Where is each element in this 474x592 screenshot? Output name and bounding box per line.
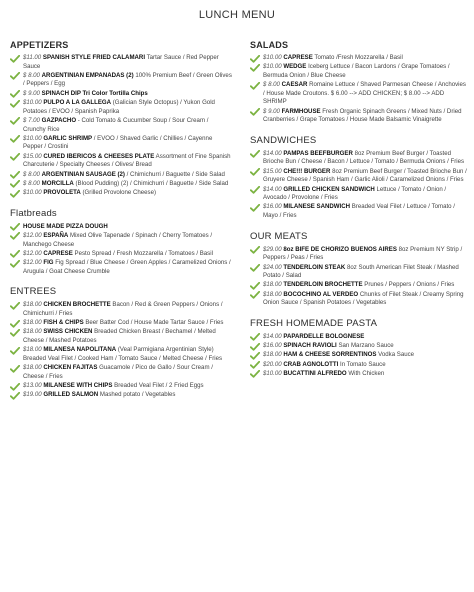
item-description: Chunks of Filet Steak / Creamy Spring Onion Sauce / Spanish Potatoes / Vegetables [263,290,464,307]
item-price: $20.00 [263,360,282,368]
menu-item [10,250,232,259]
item-description: Romaine Lettuce / Shaved Parmesan Cheese / Anchovies / House Made Croutons. $ 6.00 --> ADD CHICKEN; $ 8.00 --> ADD SHRIMP [263,81,466,106]
check-icon [10,329,20,337]
menu-item [10,319,232,328]
item-price: $15.00 [23,152,42,160]
menu-item [250,264,468,281]
item-price: $18.00 [23,346,42,354]
check-icon [250,361,260,369]
menu-item [10,99,232,116]
page-title: LUNCH MENU [198,9,276,21]
menu-item [10,189,232,198]
menu-item [250,150,468,167]
menu-item [10,171,232,180]
item-name: MILANESA NAPOLITANA [43,346,117,354]
item-name: ESPAÑA [43,231,69,239]
item-price: $18.00 [263,281,282,289]
menu-item [10,223,232,232]
menu-item [10,153,232,170]
item-description: Mixed Olive Tapenade / Spinach / Cherry Tomatoes / Manchego Cheese [23,231,213,248]
menu-item [10,135,232,152]
menu-item [10,72,232,89]
menu-item [250,203,468,220]
item-description: (Galician Style Octopus) / Yukon Gold Potatoes / EVOO / Spanish Paprika [23,99,215,115]
item-name: SPANISH STYLE FRIED CALAMARI [42,54,146,61]
item-price: $12.00 [23,259,42,267]
item-price: $12.00 [23,231,42,239]
menu-item [250,63,468,80]
item-name: HOUSE MADE PIZZA DOUGH [23,222,108,230]
item-price: $ 8.00 [263,81,280,89]
item-name: GARLIC SHRIMP [43,134,93,142]
section-flatbreads [10,208,232,277]
item-name: ARGENTINIAN SAUSAGE (2) [41,170,125,178]
section-entrees [10,286,232,400]
check-icon [250,150,260,158]
item-description: San Marzano Sauce [338,342,394,350]
section-title-salads: SALADS [250,40,289,50]
item-description: / Chimichurri / Baguette / Side Salad [126,170,225,178]
item-description: Beer Batter Cod / House Made Tartar Sauce / Fries [85,319,224,327]
item-description: Fig Spread / Blue Cheese / Green Apples / Caramelized Onions / Arugula / Goat Cheese Crumble [23,259,231,275]
item-description: With Chicken [348,369,385,377]
left-column [10,40,232,410]
menu-item [250,333,468,342]
item-name: CAPRESE [283,54,313,61]
check-icon [10,250,20,258]
check-icon [250,264,260,272]
item-name: 8oz BIFE DE CHORIZO BUENOS AIRES [283,245,397,253]
item-name: PROVOLETA [43,189,81,197]
check-icon [250,64,260,72]
check-icon [250,108,260,116]
item-price: $14.00 [263,185,282,193]
item-description: Breaded Chicken Breast / Bechamel / Melted Cheese / Mashed Potatoes [23,328,216,345]
item-name: FARMHOUSE [281,107,321,115]
item-description: 8oz Premium Beef Burger / Toasted Brioche Bun / Cheese / Bacon / Lettuce / Tomato / Bermuda Onions / Fries [263,149,465,166]
item-description: Fresh Organic Spinach Greens / Mixed Nuts / Dried Cranberries / Grape Tomatoes / House Made Balsamic Vinaigrette [263,107,462,124]
check-icon [10,72,20,80]
menu-item [250,186,468,203]
section-title-our-meats: OUR MEATS [250,230,308,242]
check-icon [10,260,20,268]
item-name: ARGENTINIAN EMPANADAS (2) [41,71,134,79]
item-name: CURED IBERICOS & CHEESES PLATE [43,152,155,160]
item-price: $10.00 [23,134,42,142]
item-description: Guacamole / Pico de Gallo / Sour Cream / Cheese / Fries [23,364,213,380]
item-price: $16.00 [263,203,282,211]
section-title-sandwiches: SANDWICHES [250,134,317,146]
item-name: MILANESE WITH CHIPS [43,382,113,390]
item-description: Tomato /Fresh Mozzarella / Basil [314,54,403,61]
item-price: $ 9.00 [263,107,280,115]
check-icon [250,168,260,176]
section-title-entrees: ENTREES [10,286,57,298]
check-icon [10,55,20,63]
check-icon [10,223,20,231]
check-icon [10,90,20,98]
check-icon [250,82,260,90]
item-name: CHICKEN BROCHETTE [43,301,111,309]
check-icon [10,232,20,240]
item-price: $10.00 [23,189,42,197]
menu-item [10,382,232,391]
menu-item [10,54,232,71]
item-price: $12.00 [23,249,42,257]
item-name: SPINACH RAVIOLI [283,342,337,350]
item-description: 8oz South American Filet Steak / Mashed Potato / Salad [263,263,459,280]
menu-item [250,370,468,379]
item-price: $18.00 [23,364,42,372]
item-name: CRAB AGNOLOTTI [283,360,339,368]
item-name: TENDERLOIN STEAK [283,263,346,271]
menu-item [250,351,468,360]
item-name: PAPARDELLE BOLOGNESE [283,332,365,340]
menu-item [250,168,468,185]
section-our-meats [250,231,468,308]
item-price: $ 7.00 [23,116,40,124]
menu-item [10,346,232,363]
item-price: $10.00 [263,54,282,61]
section-fresh-pasta [250,318,468,379]
item-description: Breaded Veal Filet / Lettuce / Tomato / Mayo / Fries [263,203,455,220]
check-icon [250,333,260,341]
check-icon [250,370,260,378]
menu-item [250,108,468,125]
item-name: GRILLED CHICKEN SANDWICH [283,185,375,193]
item-description: Bacon / Red & Green Peppers / Onions / Chimichurri / Fries [23,301,223,317]
section-sandwiches [250,135,468,221]
item-description: Pesto Spread / Fresh Mozzarella / Tomatoes / Basil [74,249,213,257]
item-price: $10.00 [23,99,42,107]
section-title-flatbreads: Flatbreads [10,207,57,219]
item-name: CHICKEN FAJITAS [43,364,98,372]
check-icon [250,186,260,194]
menu-item [10,232,232,249]
menu-item [250,342,468,351]
item-description: (Grilled Provolone Cheese) [82,189,157,197]
item-price: $19.00 [23,391,42,399]
item-name: MORCILLA [41,179,74,187]
check-icon [10,320,20,328]
item-description: 8oz Premium NY Strip / Peppers / Peas / Fries [263,245,463,262]
item-name: HAM & CHEESE SORRENTINOS [283,351,377,359]
right-column [250,40,468,389]
item-price: $10.00 [263,63,282,71]
item-price: $29.00 [263,245,282,253]
check-icon [10,365,20,373]
check-icon [250,246,260,254]
section-salads [250,40,468,125]
item-name: MILANESE SANDWICH [283,203,351,211]
check-icon [10,302,20,310]
item-price: $ 9.00 [23,89,40,97]
menu-item [250,246,468,263]
item-description: / EVOO / Shaved Garlic / Chillies / Cayenne Pepper / Crostini [23,134,213,151]
item-name: GRILLED SALMON [43,391,99,399]
item-name: TENDERLOIN BROCHETTE [283,281,363,289]
item-description: 100% Premium Beef / Green Olives / Peppers / Egg [23,71,232,88]
item-price: $18.00 [23,301,42,309]
item-name: CHE!!! BURGER [283,167,331,175]
check-icon [10,153,20,161]
check-icon [250,352,260,360]
check-icon [10,383,20,391]
menu-item [10,391,232,400]
check-icon [10,190,20,198]
item-description: Breaded Veal Filet / 2 Fried Eggs [114,382,204,390]
check-icon [10,117,20,125]
item-name: FIG [43,259,54,267]
section-appetizers [10,40,232,198]
item-price: $15.00 [263,167,282,175]
item-price: $10.00 [263,369,282,377]
item-name: CAESAR [281,81,308,89]
check-icon [250,343,260,351]
item-name: FISH & CHIPS [43,319,84,327]
menu-item [10,328,232,345]
check-icon [250,204,260,212]
item-description: Tartar Sauce / Red Pepper Sauce [23,54,219,70]
menu-item [10,364,232,381]
item-price: $18.00 [263,290,282,298]
check-icon [250,55,260,63]
item-name: WEDGE [283,63,307,71]
section-title-fresh-pasta: FRESH HOMEMADE PASTA [250,317,378,329]
menu-item [10,259,232,276]
item-description: - Cold Tomato & Cucumber Soup / Sour Cream / Crunchy Rice [23,116,209,133]
check-icon [10,347,20,355]
check-icon [10,100,20,108]
check-icon [250,282,260,290]
item-price: $11.00 [23,54,42,61]
item-price: $16.00 [263,342,282,350]
item-name: SPINACH DIP Tri Color Tortilla Chips [41,89,148,97]
item-name: CAPRESE [43,249,73,257]
item-description: Iceberg Lettuce / Bacon Lardons / Grape Tomatoes / Bermuda Onion / Blue Cheese [263,63,450,79]
item-description: 8oz Premium Beef Burger / Toasted Brioche Bun / Gruyere Cheese / Spanish Ham / Garlic Alioli / Caramelized Onions / Fries [263,167,467,184]
check-icon [10,135,20,143]
item-description: Prunes / Peppers / Onions / Fries [364,281,455,289]
item-description: Vodka Sauce [378,351,415,359]
item-description: Lettuce / Tomato / Onion / Avocado / Provolone / Fries [263,185,447,202]
menu-item [250,54,468,63]
item-name: PULPO A LA GALLEGA [43,99,112,107]
item-price: $18.00 [23,328,42,336]
item-description: (Veal Parmigiana Argentinian Style) Breaded Veal Filet / Cooked Ham / Tomato Sauce / Melted Cheese / Fries [23,346,223,362]
check-icon [10,392,20,400]
menu-item [250,281,468,290]
menu-item [10,90,232,99]
item-price: $ 8.00 [23,170,40,178]
item-description: Mashed potato / Vegetables [99,391,176,399]
section-title-appetizers: APPETIZERS [10,40,69,50]
menu-item [10,301,232,318]
menu-item [250,291,468,308]
item-price: $14.00 [263,332,282,340]
item-name: GAZPACHO [41,116,77,124]
item-description: (Blood Pudding) (2) / Chimichurri / Baguette / Side Salad [75,179,229,187]
item-price: $18.00 [23,319,42,327]
item-name: SWISS CHICKEN [43,328,93,336]
menu-item [250,81,468,107]
item-price: $ 8.00 [23,179,40,187]
check-icon [10,180,20,188]
menu-item [10,117,232,134]
check-icon [250,291,260,299]
item-name: BUCATTINI ALFREDO [283,369,347,377]
item-description: In Tomato Sauce [340,360,386,368]
check-icon [10,171,20,179]
item-price: $13.00 [23,382,42,390]
item-price: $18.00 [263,351,282,359]
item-name: PAMPAS BEEFBURGER [283,149,353,157]
item-name: BOCOCHINO AL VERDEO [283,290,359,298]
item-price: $14.00 [263,149,282,157]
item-price: $24.00 [263,263,282,271]
menu-item [250,361,468,370]
item-price: $ 8.00 [23,71,40,79]
menu-item [10,180,232,189]
item-description: Assortment of Fine Spanish Charcuterie / Specialty Cheeses / Olives/ Bread [23,152,231,169]
